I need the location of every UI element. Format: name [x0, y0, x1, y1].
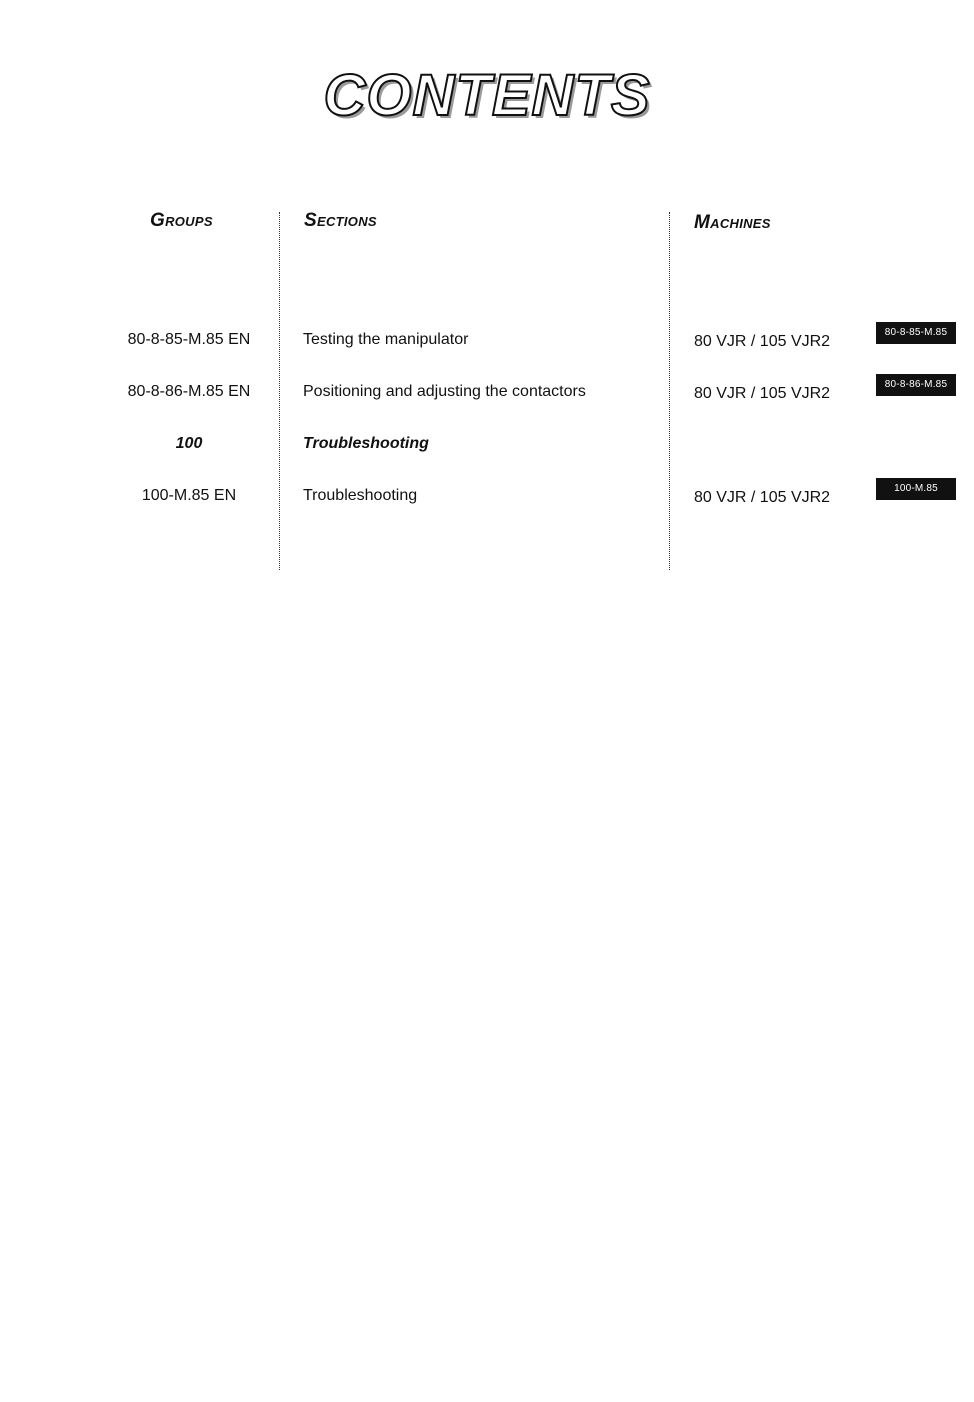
section-tab-marker[interactable]: 100-M.85 — [876, 478, 956, 500]
section-title[interactable]: Positioning and adjusting the contactors — [303, 383, 586, 400]
machine-models: 80 VJR / 105 VJR2 — [694, 385, 831, 402]
machine-models: 80 VJR / 105 VJR2 — [694, 333, 831, 350]
contents-row-troubleshooting — [0, 483, 974, 510]
contents-row-positioning-contactors — [0, 379, 974, 406]
group-code: 80-8-86-M.85 EN — [127, 383, 251, 400]
group-code: 80-8-85-M.85 EN — [127, 331, 251, 348]
contents-row-testing-manipulator — [0, 327, 974, 354]
column-header-sections: Sections — [304, 210, 377, 231]
group-code: 100-M.85 EN — [141, 487, 237, 504]
page-title: CONTENTS — [323, 63, 651, 128]
section-title[interactable]: Testing the manipulator — [303, 331, 469, 348]
machine-models: 80 VJR / 105 VJR2 — [694, 489, 831, 506]
column-header-machines: Machines — [694, 212, 771, 233]
section-tab-marker[interactable]: 80-8-85-M.85 — [876, 322, 956, 344]
contents-row-troubleshooting-group — [0, 434, 974, 458]
section-tab-marker[interactable]: 80-8-86-M.85 — [876, 374, 956, 396]
column-header-groups: Groups — [150, 210, 213, 231]
group-title[interactable]: Troubleshooting — [303, 435, 429, 452]
section-title[interactable]: Troubleshooting — [303, 487, 418, 504]
group-number: 100 — [175, 435, 203, 452]
